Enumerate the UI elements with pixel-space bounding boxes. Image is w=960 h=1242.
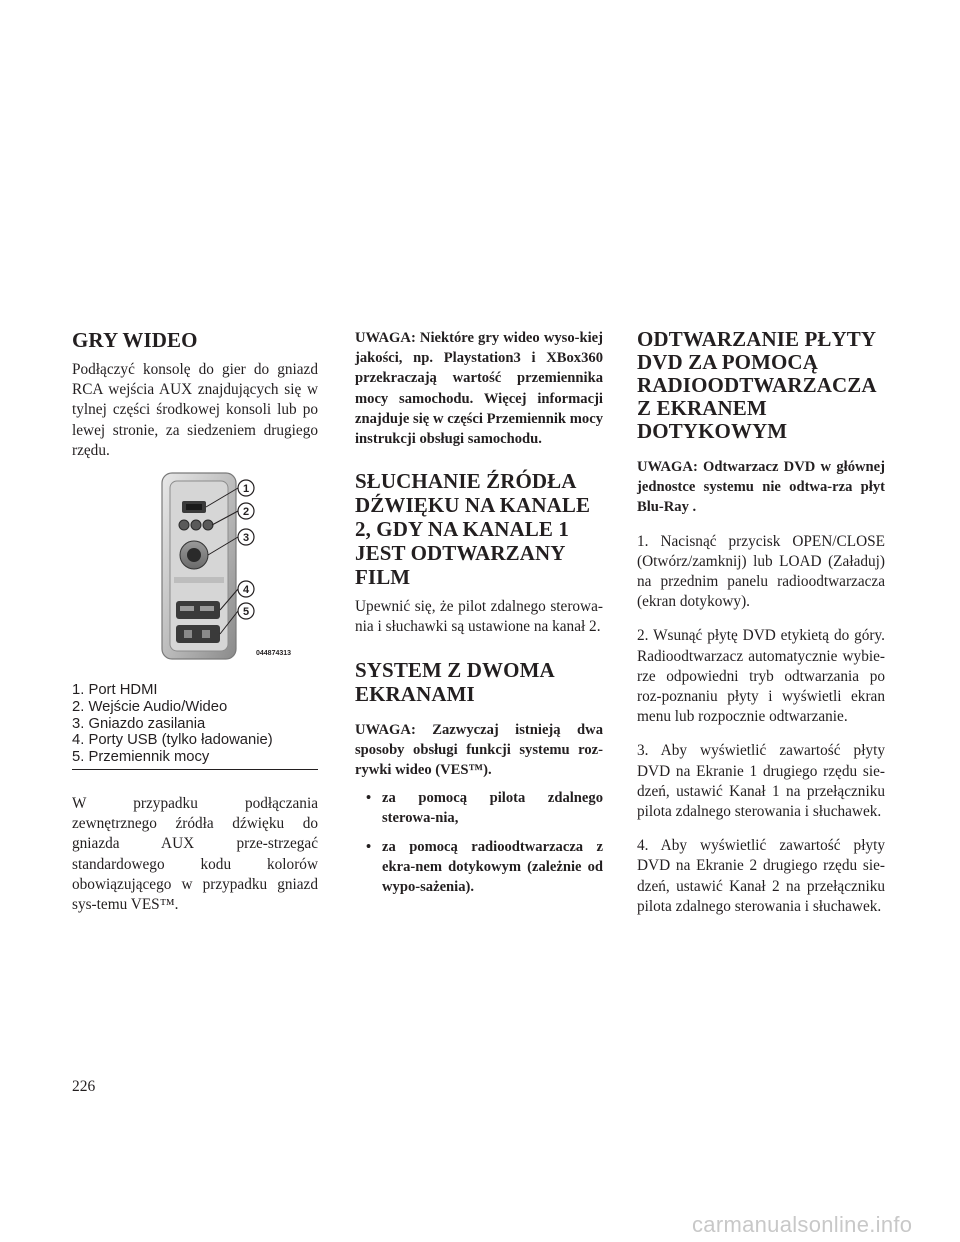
callout-4: 4 (242, 584, 250, 597)
callout-1: 1 (242, 483, 250, 496)
callout-5: 5 (242, 606, 250, 619)
step-paragraph: 3. Aby wyświetlić zawartość płyty DVD na Ekranie 1 drugiego rzędu sie-dzeń, ustawić Kanał 1 na przełączniku pilota zdalnego sterowania i słuchawek. (637, 742, 885, 821)
section-heading-dvd-playback: ODTWARZANIE PŁYTY DVD ZA POMOCĄ RADIOODTWARZACZA Z EKRANEM DOTYKOWYM (637, 327, 876, 443)
figure-code: 044874313 (256, 650, 292, 658)
caption-item: 3. Gniazdo zasilania (72, 715, 206, 732)
right-column (637, 328, 885, 917)
section-heading-video-games: GRY WIDEO (72, 328, 198, 352)
section-heading-dual-screen: SYSTEM Z DWOMA EKRANAMI (355, 657, 554, 706)
section-heading-channel-2: SŁUCHANIE ŹRÓDŁA DŹWIĘKU NA KANALE 2, GDY NA KANALE 1 JEST ODTWARZANY FILM (355, 469, 591, 590)
step-paragraph: 4. Aby wyświetlić zawartość płyty DVD na Ekranie 2 drugiego rzędu sie-dzeń, ustawić Kanał 2 na przełączniku pilota zdalnego sterowania i słuchawek. (637, 837, 885, 915)
aux-panel-figure (156, 469, 356, 669)
bullet-item (355, 788, 603, 828)
av-jack (179, 520, 189, 530)
caption-item: 1. Port HDMI (72, 682, 158, 699)
bullet-text: za pomocą radioodtwarzacza z ekra-nem dotykowym (zależnie od wypo-sażenia). (382, 838, 603, 896)
callout-3: 3 (242, 532, 250, 545)
caption-item: 5. Przemiennik mocy (72, 749, 210, 766)
step-paragraph: 2. Wsunąć płytę DVD etykietą do góry. Radioodtwarzacz automatycznie wybie-rze odpowiedni tryb odtwarzania po roz-poznaniu płyty i wyświetli ekran menu lub rozpocznie odtwarzanie. (637, 627, 885, 726)
bullet-item (355, 837, 603, 898)
caption-item: 2. Wejście Audio/Wideo (72, 698, 228, 715)
step-paragraph: 1. Nacisnąć przycisk OPEN/CLOSE (Otwórz/zamknij) lub LOAD (Załaduj) na przednim panelu radioodtwarzacza (ekran dotykowy). (637, 532, 885, 611)
caption-item: 4. Porty USB (tylko ładowanie) (72, 732, 273, 749)
left-column (72, 328, 318, 915)
bullet-dot: • (366, 790, 372, 807)
figure-caption-list (72, 682, 318, 766)
bullet-dot: • (366, 838, 372, 855)
callout-2: 2 (242, 506, 250, 519)
page-number: 226 (72, 1078, 96, 1095)
watermark: carmanualsonline.info (692, 1212, 913, 1237)
power-inverter (176, 625, 220, 643)
outro-paragraph: W przypadku podłączania zewnętrznego źródła dźwięku do gniazda AUX prze-strzegać standardowego kodu kolorów obowiązującego w przypadku gniazd sys-temu VES™. (72, 795, 318, 914)
channel-2-paragraph: Upewnić się, że pilot zdalnego sterowa-nia i słuchawki są ustawione na kanał 2. (355, 598, 603, 636)
note-blu-ray: UWAGA: Odtwarzacz DVD w głównej jednostce systemu nie odtwa-rza płyt Blu-Ray . (637, 459, 885, 516)
bullet-text: za pomocą pilota zdalnego sterowa-nia, (382, 790, 603, 827)
middle-column (355, 328, 603, 897)
note-high-end-games: UWAGA: Niektóre gry wideo wyso-kiej jakości, np. Playstation3 i XBox360 przekraczają wartość przemiennika mocy samochodu. Więcej informacji znajduje się w części Przemiennik mocy instrukcji obsługi samochodu. (355, 330, 603, 448)
note-ves-operation: UWAGA: Zazwyczaj istnieją dwa sposoby obsługi funkcji systemu roz-rywki wideo (VES™). (355, 721, 603, 779)
intro-paragraph: Podłączyć konsolę do gier do gniazd RCA wejścia AUX znajdujących się w tylnej części środkowej konsoli lub po lewej stronie, za siedzeniem drugiego rzędu. (72, 361, 318, 459)
